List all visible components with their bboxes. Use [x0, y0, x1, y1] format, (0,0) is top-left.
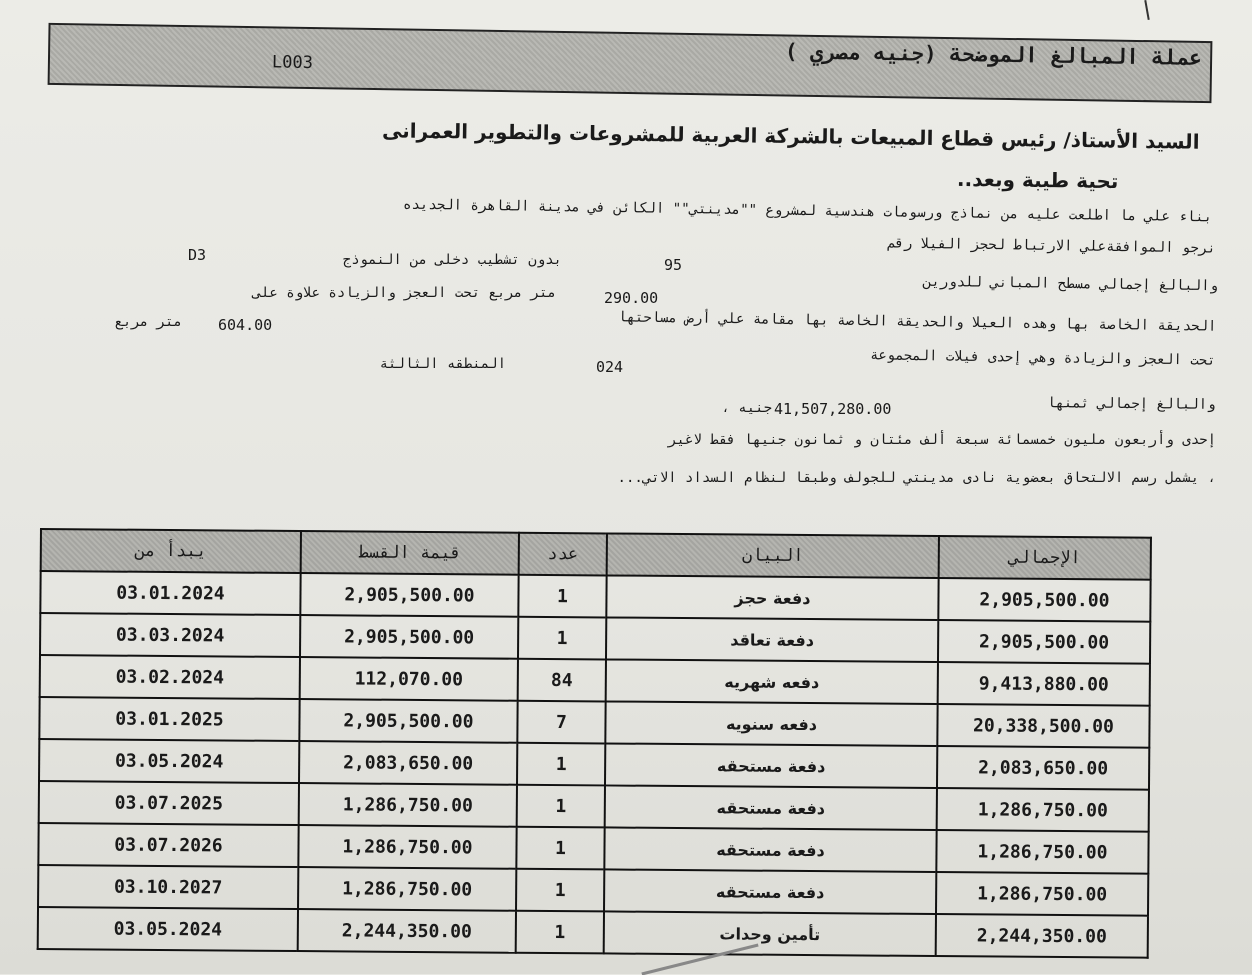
- row-description: تأمين وحدات: [604, 911, 936, 956]
- golf-club-note: ، يشمل رسم الالتحاق بعضوية نادى مدينتي للجولف وطبقا لنظام السداد الاتي...: [617, 470, 1216, 486]
- row-count: 7: [517, 701, 605, 744]
- row-description: دفعة مستحقه: [605, 785, 937, 830]
- row-count: 1: [517, 785, 605, 828]
- intro-line: بناء علي ما اطلعت عليه من نماذج ورسومات هندسية لمشروع ""مدينتي"" الكائن في مدينة القاهرة الجديده: [402, 196, 1213, 226]
- row-count: 1: [518, 617, 606, 660]
- building-area-label: والبالغ إجمالي مسطح المباني للدورين: [922, 273, 1219, 295]
- row-total: 2,083,650.00: [937, 746, 1149, 790]
- row-description: دفعة مستحقه: [605, 743, 937, 788]
- total-price-label: والبالغ إجمالي ثمنها: [1047, 395, 1217, 413]
- pen-stroke: [1144, 0, 1149, 20]
- row-description: دفعة مستحقه: [604, 869, 936, 914]
- zone-name: المنطقه الثالثة: [379, 356, 506, 372]
- group-number: 024: [596, 358, 624, 376]
- document-code: L003: [271, 52, 314, 74]
- row-count: 1: [517, 743, 605, 786]
- row-description: دفعة حجز: [606, 575, 938, 620]
- row-description: دفعه شهريه: [606, 659, 938, 704]
- row-total: 20,338,500.00: [937, 704, 1149, 748]
- row-amount: 112,070.00: [300, 657, 518, 701]
- row-amount: 2,905,500.00: [300, 615, 518, 659]
- row-start-date: 03.03.2024: [40, 613, 300, 657]
- currency-word: جنيه ،: [721, 400, 772, 416]
- row-total: 1,286,750.00: [936, 830, 1148, 874]
- price-in-words: إحدى وأربعون مليون خمسمائة سبعة ألف مئتان و ثمانون جنيها فقط لاغير: [668, 432, 1216, 448]
- row-amount: 1,286,750.00: [299, 783, 517, 827]
- row-count: 1: [516, 911, 604, 954]
- total-price: 41,507,280.00: [774, 400, 892, 418]
- row-start-date: 03.07.2025: [39, 781, 299, 825]
- row-amount: 2,244,350.00: [298, 909, 516, 953]
- currency-header-bar: [48, 23, 1213, 103]
- row-start-date: 03.05.2024: [39, 739, 299, 783]
- header-count: عدد: [519, 533, 607, 576]
- row-count: 1: [516, 869, 604, 912]
- header-description: البيان: [607, 533, 939, 578]
- row-amount: 2,083,650.00: [299, 741, 517, 785]
- row-start-date: 03.01.2025: [39, 697, 299, 741]
- building-area: 290.00: [604, 289, 659, 307]
- row-description: دفعه سنويه: [605, 701, 937, 746]
- row-total: 1,286,750.00: [937, 788, 1149, 832]
- header-start-date: يبدأ من: [41, 529, 301, 573]
- row-start-date: 03.02.2024: [40, 655, 300, 699]
- row-amount: 2,905,500.00: [300, 573, 518, 617]
- garden-land-line: الحديقة الخاصة بها وهده العيلا والحديقة الخاصة بها مقامة علي أرض مساحتها: [617, 309, 1217, 335]
- row-start-date: 03.05.2024: [38, 907, 298, 951]
- row-start-date: 03.10.2027: [38, 865, 298, 909]
- row-count: 1: [518, 575, 606, 618]
- row-total: 2,905,500.00: [938, 620, 1150, 664]
- row-total: 1,286,750.00: [936, 872, 1148, 916]
- land-area: 604.00: [218, 316, 273, 334]
- header-total: الإجمالي: [939, 536, 1151, 580]
- table-row: [38, 907, 1148, 958]
- row-description: دفعة تعاقد: [606, 617, 938, 662]
- row-description: دفعة مستحقه: [604, 827, 936, 872]
- row-start-date: 03.07.2026: [38, 823, 298, 867]
- payment-schedule-table: [37, 528, 1152, 959]
- currency-note: عملة المبالغ الموضحة (جنيه مصري ): [784, 39, 1203, 70]
- request-line-label: نرجو الموافقةعلي الارتباط لحجز الفيلا رقم: [887, 235, 1217, 257]
- model-code: D3: [188, 246, 207, 264]
- row-amount: 1,286,750.00: [298, 867, 516, 911]
- finish-type: بدون تشطيب دخلى من النموذج: [342, 252, 562, 268]
- header-installment-amount: قيمة القسط: [301, 531, 519, 575]
- row-amount: 1,286,750.00: [298, 825, 516, 869]
- group-line-label: تحت العجز والزيادة وهي إحدى فيلات المجموعة: [870, 347, 1217, 369]
- row-count: 1: [516, 827, 604, 870]
- building-area-unit: متر مربع تحت العجز والزيادة علاوة على: [252, 285, 556, 301]
- greeting-line: تحية طيبة وبعد..: [956, 166, 1119, 194]
- row-total: 9,413,880.00: [938, 662, 1150, 706]
- row-amount: 2,905,500.00: [299, 699, 517, 743]
- row-count: 84: [518, 659, 606, 702]
- addressee-line: السيد الأستاذ/ رئيس قطاع المبيعات بالشركة العربية للمشروعات والتطوير العمرانى: [382, 118, 1201, 154]
- land-area-unit: متر مربع: [114, 314, 182, 330]
- villa-number: 95: [664, 256, 683, 274]
- row-start-date: 03.01.2024: [40, 571, 300, 615]
- row-total: 2,905,500.00: [938, 578, 1150, 622]
- row-total: 2,244,350.00: [936, 914, 1148, 958]
